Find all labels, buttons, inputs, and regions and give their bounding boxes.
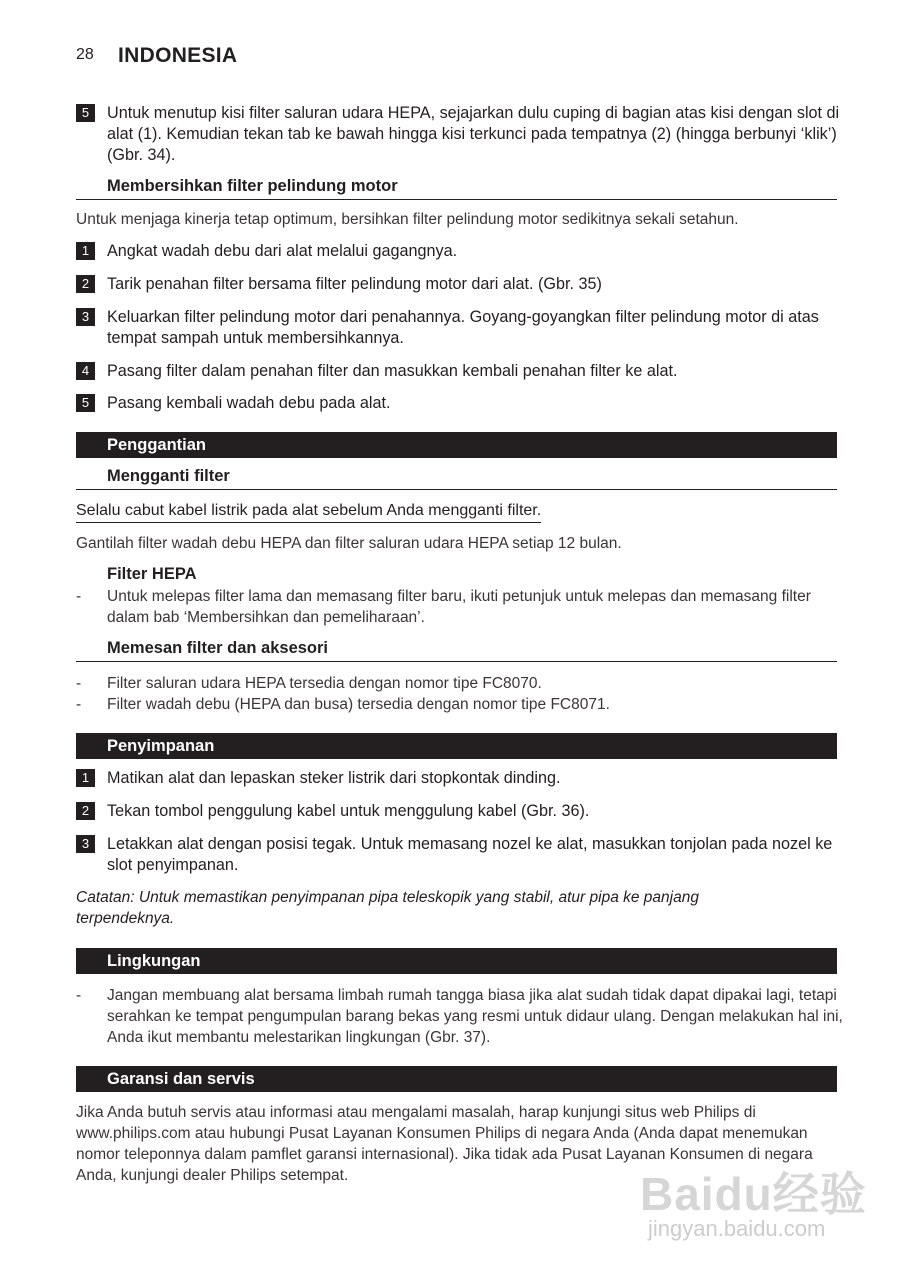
step-item — [76, 307, 846, 349]
section-title: Penyimpanan — [107, 737, 215, 755]
step-item — [76, 801, 846, 822]
warranty-text: Jika Anda butuh servis atau informasi atau mengalami masalah, harap kunjungi situs web Philips di www.philips.com atau hubungi Pusat Layanan Konsumen Philips di negara Anda (Anda dapat menemukan nomor teleponnya dalam pamflet garansi internasional). Jika tidak ada Pusat Layanan Konsumen di negara Anda, kunjungi dealer Philips setempat. — [76, 1104, 813, 1184]
subheading-motor-filter — [76, 177, 837, 200]
step-number: 3 — [76, 835, 95, 853]
motor-filter-intro: Untuk menjaga kinerja tetap optimum, bersihkan filter pelindung motor sedikitnya sekali setahun. — [76, 211, 739, 228]
step-number: 5 — [76, 394, 95, 412]
step-text: Tekan tombol penggulung kabel untuk menggulung kabel (Gbr. 36). — [107, 802, 590, 820]
subheading-order-filter — [76, 639, 837, 662]
step-text: Angkat wadah debu dari alat melalui gagangnya. — [107, 242, 458, 260]
step-number: 1 — [76, 242, 95, 260]
step-item — [76, 768, 846, 789]
list-item-text: Filter saluran udara HEPA tersedia dengan nomor tipe FC8070. — [107, 675, 542, 692]
list-item: - Untuk melepas filter lama dan memasang filter baru, ikuti petunjuk untuk melepas dan memasang filter dalam bab ‘Membersihkan dan pemeliharaan’. — [76, 586, 846, 628]
step-number: 1 — [76, 769, 95, 787]
step-text: Pasang kembali wadah debu pada alat. — [107, 394, 391, 412]
baidu-watermark-logo: Baidu经验 — [640, 1168, 867, 1220]
step-item — [76, 274, 846, 295]
section-bar-environment — [76, 948, 837, 974]
baidu-watermark-url: jingyan.baidu.com — [648, 1216, 826, 1241]
step-item — [76, 393, 846, 414]
page-language-title: INDONESIA — [118, 44, 238, 67]
section-bar-storage — [76, 733, 837, 759]
step-number: 5 — [76, 104, 95, 122]
list-item-text: Filter wadah debu (HEPA dan busa) tersedia dengan nomor tipe FC8071. — [107, 696, 610, 713]
replacement-intro: Gantilah filter wadah debu HEPA dan filter saluran udara HEPA setiap 12 bulan. — [76, 535, 622, 552]
step-text: Letakkan alat dengan posisi tegak. Untuk memasang nozel ke alat, masukkan tonjolan pada nozel ke slot penyimpanan. — [107, 835, 833, 874]
section-title: Penggantian — [107, 436, 207, 454]
list-item: - Filter wadah debu (HEPA dan busa) tersedia dengan nomor tipe FC8071. — [76, 694, 846, 715]
subheading-text: Memesan filter dan aksesori — [107, 639, 329, 657]
step-text: Pasang filter dalam penahan filter dan masukkan kembali penahan filter ke alat. — [107, 362, 678, 380]
list-item-text: Jangan membuang alat bersama limbah rumah tangga biasa jika alat sudah tidak dapat dipakai lagi, tetapi serahkan ke tempat pengumpulan barang bekas yang resmi untuk didaur ulang. Dengan melakukan hal ini, Anda ikut membantu melestarikan lingkungan (Gbr. 37). — [107, 987, 843, 1046]
list-item-text: Untuk melepas filter lama dan memasang filter baru, ikuti petunjuk untuk melepas dan memasang filter dalam bab ‘Membersihkan dan pemeliharaan’. — [107, 588, 811, 626]
step-number: 3 — [76, 308, 95, 326]
list-item: - Filter saluran udara HEPA tersedia dengan nomor tipe FC8070. — [76, 673, 846, 694]
subheading-replace-filter — [76, 467, 837, 490]
step-number: 2 — [76, 275, 95, 293]
step-item — [76, 103, 846, 166]
subheading-text: Mengganti filter — [107, 467, 230, 485]
step-text: Matikan alat dan lepaskan steker listrik dari stopkontak dinding. — [107, 769, 561, 787]
step-text: Tarik penahan filter bersama filter pelindung motor dari alat. (Gbr. 35) — [107, 275, 602, 293]
step-text: Keluarkan filter pelindung motor dari penahannya. Goyang-goyangkan filter pelindung motor di atas tempat sampah untuk membersihkannya. — [107, 308, 819, 347]
step-item — [76, 241, 846, 262]
step-item — [76, 834, 846, 876]
page-number: 28 — [76, 46, 94, 63]
warning-text: Selalu cabut kabel listrik pada alat sebelum Anda mengganti filter. — [76, 500, 541, 523]
list-item: - Jangan membuang alat bersama limbah rumah tangga biasa jika alat sudah tidak dapat dipakai lagi, tetapi serahkan ke tempat pengumpulan barang bekas yang resmi untuk didaur ulang. Dengan melakukan hal ini, Anda ikut membantu melestarikan lingkungan (Gbr. 37). — [76, 985, 846, 1048]
storage-note: Catatan: Untuk memastikan penyimpanan pipa teleskopik yang stabil, atur pipa ke panjang terpendeknya. — [76, 889, 699, 927]
step-item — [76, 361, 846, 382]
step-number: 4 — [76, 362, 95, 380]
section-title: Garansi dan servis — [107, 1070, 255, 1088]
hepa-filter-heading: Filter HEPA — [107, 565, 197, 583]
section-title: Lingkungan — [107, 952, 201, 970]
step-number: 2 — [76, 802, 95, 820]
section-bar-replacement — [76, 432, 837, 458]
step-text: Untuk menutup kisi filter saluran udara HEPA, sejajarkan dulu cuping di bagian atas kisi dengan slot di alat (1). Kemudian tekan tab ke bawah hingga kisi terkunci pada tempatnya (2) (hingga berbunyi ‘klik’) (Gbr. 34). — [107, 104, 840, 164]
section-bar-warranty — [76, 1066, 837, 1092]
subheading-text: Membersihkan filter pelindung motor — [107, 177, 398, 195]
